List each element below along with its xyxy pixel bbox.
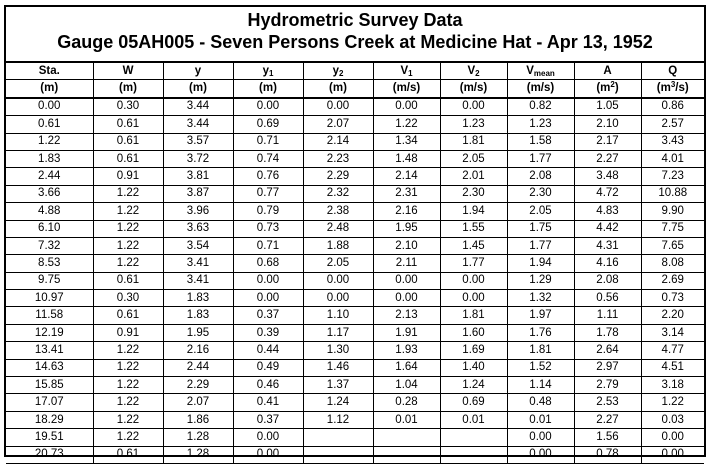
cell-a: 3.48 [574,168,641,185]
cell-y1: 0.44 [233,342,303,359]
unit-text: (m) [259,82,277,95]
cell-a: 4.16 [574,255,641,272]
column-unit-y2 [303,80,373,98]
cell-w: 0.91 [93,324,163,341]
cell-v1: 1.04 [373,377,440,394]
cell-vmean: 0.00 [507,429,574,446]
cell-a: 4.42 [574,220,641,237]
cell-y1: 0.71 [233,237,303,254]
cell-q: 2.69 [641,272,704,289]
cell-vmean: 1.32 [507,290,574,307]
cell-sta: 12.19 [6,324,93,341]
cell-y: 3.41 [163,255,233,272]
cell-w: 1.22 [93,255,163,272]
cell-v2 [440,429,507,446]
cell-v2: 1.94 [440,203,507,220]
cell-y2: 2.14 [303,133,373,150]
column-name: V [400,64,409,77]
column-unit-vmean [507,80,574,98]
cell-y1: 0.39 [233,324,303,341]
cell-w: 1.22 [93,203,163,220]
cell-a: 1.11 [574,307,641,324]
column-header-vmean [507,62,574,80]
cell-y2: 1.46 [303,359,373,376]
table-row [6,220,704,237]
cell-v2: 0.01 [440,411,507,428]
cell-vmean: 1.14 [507,377,574,394]
cell-sta: 1.22 [6,133,93,150]
table-row [6,411,704,428]
cell-y2: 1.24 [303,394,373,411]
cell-vmean: 1.97 [507,307,574,324]
cell-vmean: 1.94 [507,255,574,272]
cell-v2: 1.69 [440,342,507,359]
cell-q: 0.00 [641,446,704,463]
survey-sheet [4,5,706,461]
column-name: Sta. [38,64,60,77]
cell-sta: 10.97 [6,290,93,307]
cell-y2: 2.07 [303,116,373,133]
cell-q: 0.86 [641,98,704,116]
cell-y1: 0.37 [233,307,303,324]
cell-y1: 0.68 [233,255,303,272]
column-header-y2 [303,62,373,80]
table-row [6,237,704,254]
column-header-v1 [373,62,440,80]
cell-v2: 2.01 [440,168,507,185]
cell-y: 3.87 [163,185,233,202]
cell-y: 3.96 [163,203,233,220]
cell-a: 0.56 [574,290,641,307]
cell-sta: 9.75 [6,272,93,289]
column-unit-a [574,80,641,98]
cell-q: 3.43 [641,133,704,150]
cell-vmean: 0.01 [507,411,574,428]
cell-vmean: 0.82 [507,98,574,116]
cell-y2: 0.00 [303,98,373,116]
cell-vmean: 2.08 [507,168,574,185]
column-subscript: mean [533,68,555,78]
column-name: y [194,64,202,77]
cell-v1: 2.31 [373,185,440,202]
column-unit-y [163,80,233,98]
cell-y: 2.44 [163,359,233,376]
cell-sta: 17.07 [6,394,93,411]
cell-v1: 1.22 [373,116,440,133]
cell-vmean: 1.23 [507,116,574,133]
cell-q: 2.57 [641,116,704,133]
cell-a: 4.83 [574,203,641,220]
cell-a: 1.56 [574,429,641,446]
cell-sta: 2.44 [6,168,93,185]
cell-q: 3.14 [641,324,704,341]
cell-v1: 0.00 [373,290,440,307]
column-name: y [262,64,269,77]
cell-q: 0.00 [641,429,704,446]
cell-y1: 0.69 [233,116,303,133]
table-row [6,307,704,324]
cell-sta: 19.51 [6,429,93,446]
cell-y2: 0.00 [303,290,373,307]
unit-text: (m) [40,82,59,95]
cell-vmean: 2.30 [507,185,574,202]
table-row [6,255,704,272]
cell-y2: 2.23 [303,150,373,167]
cell-sta: 15.85 [6,377,93,394]
cell-y2: 2.29 [303,168,373,185]
cell-a: 2.97 [574,359,641,376]
cell-y: 3.44 [163,116,233,133]
cell-a: 4.31 [574,237,641,254]
table-row [6,168,704,185]
cell-y1: 0.00 [233,272,303,289]
cell-y: 1.28 [163,446,233,463]
cell-w: 1.22 [93,429,163,446]
column-name: V [467,64,476,77]
column-subscript: 2 [338,68,344,78]
cell-v1: 1.91 [373,324,440,341]
cell-v1: 1.95 [373,220,440,237]
cell-v2: 1.77 [440,255,507,272]
cell-y: 3.72 [163,150,233,167]
cell-y1: 0.00 [233,290,303,307]
cell-w: 1.22 [93,411,163,428]
cell-a: 0.78 [574,446,641,463]
cell-v1: 0.00 [373,272,440,289]
cell-w: 1.22 [93,359,163,376]
unit-text: (m) [329,82,347,95]
column-header-a [574,62,641,80]
cell-q: 7.23 [641,168,704,185]
cell-w: 1.22 [93,342,163,359]
column-name: V [526,64,534,77]
cell-y1: 0.37 [233,411,303,428]
cell-y: 1.28 [163,429,233,446]
cell-y: 1.83 [163,307,233,324]
cell-a: 2.53 [574,394,641,411]
survey-table [6,61,704,464]
table-row [6,150,704,167]
cell-a: 2.10 [574,116,641,133]
cell-y: 2.16 [163,342,233,359]
cell-v2: 1.60 [440,324,507,341]
cell-q: 7.75 [641,220,704,237]
cell-v1: 1.48 [373,150,440,167]
cell-v2: 1.81 [440,133,507,150]
cell-q: 2.20 [641,307,704,324]
cell-sta: 18.29 [6,411,93,428]
cell-y2 [303,429,373,446]
cell-v1: 0.01 [373,411,440,428]
cell-v2 [440,446,507,463]
column-name: W [122,64,134,77]
column-name: Q [668,64,678,77]
cell-v1: 2.10 [373,237,440,254]
column-header-y [163,62,233,80]
cell-q: 4.01 [641,150,704,167]
cell-sta: 7.32 [6,237,93,254]
table-row [6,342,704,359]
cell-y: 3.41 [163,272,233,289]
cell-y2: 1.10 [303,307,373,324]
unit-text: (m/s) [459,82,488,95]
cell-q: 0.73 [641,290,704,307]
cell-w: 0.30 [93,290,163,307]
table-row [6,324,704,341]
unit-text: (m/s) [392,82,421,95]
header-row [6,62,704,80]
table-row [6,185,704,202]
cell-v1: 1.34 [373,133,440,150]
unit-text: (m/s) [526,82,555,95]
cell-y2: 2.48 [303,220,373,237]
cell-q: 4.77 [641,342,704,359]
cell-v2: 1.40 [440,359,507,376]
cell-v1: 2.13 [373,307,440,324]
cell-w: 1.22 [93,394,163,411]
cell-sta: 6.10 [6,220,93,237]
cell-w: 1.22 [93,185,163,202]
cell-y1: 0.00 [233,98,303,116]
cell-y1: 0.00 [233,446,303,463]
table-row [6,377,704,394]
table-row [6,290,704,307]
cell-y1: 0.71 [233,133,303,150]
cell-y2 [303,446,373,463]
cell-a: 1.05 [574,98,641,116]
cell-vmean: 1.81 [507,342,574,359]
cell-v2: 0.69 [440,394,507,411]
cell-q: 4.51 [641,359,704,376]
cell-sta: 13.41 [6,342,93,359]
cell-sta: 14.63 [6,359,93,376]
cell-y: 3.57 [163,133,233,150]
cell-y1: 0.77 [233,185,303,202]
cell-v2: 1.81 [440,307,507,324]
cell-sta: 8.53 [6,255,93,272]
cell-y: 3.63 [163,220,233,237]
column-header-q [641,62,704,80]
cell-q: 1.22 [641,394,704,411]
cell-y2: 2.05 [303,255,373,272]
cell-w: 0.30 [93,98,163,116]
cell-vmean: 1.77 [507,237,574,254]
unit-text: (m [656,82,671,95]
cell-vmean: 1.77 [507,150,574,167]
cell-vmean: 0.48 [507,394,574,411]
unit-text: (m) [189,82,207,95]
cell-v1: 1.93 [373,342,440,359]
cell-y1: 0.74 [233,150,303,167]
cell-y2: 1.88 [303,237,373,254]
cell-y2: 1.17 [303,324,373,341]
cell-y: 1.83 [163,290,233,307]
cell-vmean: 1.76 [507,324,574,341]
cell-y2: 1.12 [303,411,373,428]
cell-v1: 2.11 [373,255,440,272]
table-row [6,98,704,116]
cell-y1: 0.49 [233,359,303,376]
cell-vmean: 0.00 [507,446,574,463]
column-header-y1 [233,62,303,80]
cell-vmean: 1.52 [507,359,574,376]
cell-sta: 4.88 [6,203,93,220]
table-row [6,394,704,411]
cell-v2: 1.45 [440,237,507,254]
cell-w: 0.61 [93,150,163,167]
cell-v2: 0.00 [440,290,507,307]
cell-a: 2.17 [574,133,641,150]
unit-text: (m [596,82,611,95]
cell-q: 7.65 [641,237,704,254]
cell-v1: 0.28 [373,394,440,411]
cell-v1: 2.14 [373,168,440,185]
column-unit-y1 [233,80,303,98]
cell-y: 3.44 [163,98,233,116]
cell-v2: 1.24 [440,377,507,394]
column-header-v2 [440,62,507,80]
column-unit-q [641,80,704,98]
cell-v1 [373,429,440,446]
unit-tail: ) [614,82,619,95]
cell-a: 2.64 [574,342,641,359]
cell-a: 2.08 [574,272,641,289]
cell-q: 3.18 [641,377,704,394]
cell-y2: 2.32 [303,185,373,202]
cell-y1: 0.79 [233,203,303,220]
unit-superscript: 2 [610,80,615,90]
column-unit-sta [6,80,93,98]
cell-w: 0.61 [93,446,163,463]
cell-q: 9.90 [641,203,704,220]
cell-v1: 2.16 [373,203,440,220]
column-name: y [332,64,339,77]
cell-sta: 3.66 [6,185,93,202]
cell-w: 0.61 [93,307,163,324]
cell-y2: 1.30 [303,342,373,359]
cell-v2: 2.30 [440,185,507,202]
cell-sta: 1.83 [6,150,93,167]
cell-v2: 1.23 [440,116,507,133]
cell-y1: 0.41 [233,394,303,411]
cell-q: 10.88 [641,185,704,202]
table-row [6,446,704,463]
cell-y: 3.81 [163,168,233,185]
cell-v1: 1.64 [373,359,440,376]
unit-tail: /s) [675,82,689,95]
cell-v2: 0.00 [440,98,507,116]
cell-y1: 0.46 [233,377,303,394]
cell-y: 3.54 [163,237,233,254]
cell-sta: 11.58 [6,307,93,324]
cell-vmean: 1.58 [507,133,574,150]
unit-superscript: 3 [670,80,676,90]
table-row [6,429,704,446]
column-header-w [93,62,163,80]
cell-q: 0.03 [641,411,704,428]
cell-v1: 0.00 [373,98,440,116]
column-header-sta [6,62,93,80]
cell-v2: 2.05 [440,150,507,167]
document-title: Hydrometric Survey Data [247,10,463,30]
cell-a: 1.78 [574,324,641,341]
cell-a: 2.79 [574,377,641,394]
cell-a: 2.27 [574,411,641,428]
cell-w: 1.22 [93,237,163,254]
column-unit-v1 [373,80,440,98]
cell-y1: 0.73 [233,220,303,237]
cell-q: 8.08 [641,255,704,272]
cell-a: 2.27 [574,150,641,167]
cell-a: 4.72 [574,185,641,202]
cell-v2: 1.55 [440,220,507,237]
cell-vmean: 1.75 [507,220,574,237]
cell-w: 0.61 [93,272,163,289]
cell-w: 1.22 [93,377,163,394]
cell-w: 0.61 [93,133,163,150]
cell-vmean: 2.05 [507,203,574,220]
cell-y2: 2.38 [303,203,373,220]
cell-y: 2.29 [163,377,233,394]
table-row [6,133,704,150]
table-row [6,203,704,220]
table-body [6,98,704,464]
cell-sta: 0.00 [6,98,93,116]
cell-sta: 20.73 [6,446,93,463]
column-name: A [603,64,612,77]
cell-y: 1.95 [163,324,233,341]
cell-y2: 1.37 [303,377,373,394]
cell-y: 1.86 [163,411,233,428]
table-row [6,116,704,133]
column-subscript: 1 [408,68,413,78]
cell-w: 1.22 [93,220,163,237]
column-unit-w [93,80,163,98]
unit-text: (m) [119,82,137,95]
document-subtitle: Gauge 05AH005 - Seven Persons Creek at Medicine Hat - Apr 13, 1952 [57,32,653,52]
cell-v2: 0.00 [440,272,507,289]
cell-sta: 0.61 [6,116,93,133]
column-unit-v2 [440,80,507,98]
cell-y: 2.07 [163,394,233,411]
cell-y1: 0.00 [233,429,303,446]
units-row [6,80,704,98]
cell-v1 [373,446,440,463]
table-row [6,272,704,289]
cell-y1: 0.76 [233,168,303,185]
cell-w: 0.91 [93,168,163,185]
table-header [6,62,704,98]
cell-y2: 0.00 [303,272,373,289]
cell-vmean: 1.29 [507,272,574,289]
column-subscript: 2 [475,68,480,78]
table-row [6,359,704,376]
column-subscript: 1 [268,68,274,78]
cell-w: 0.61 [93,116,163,133]
